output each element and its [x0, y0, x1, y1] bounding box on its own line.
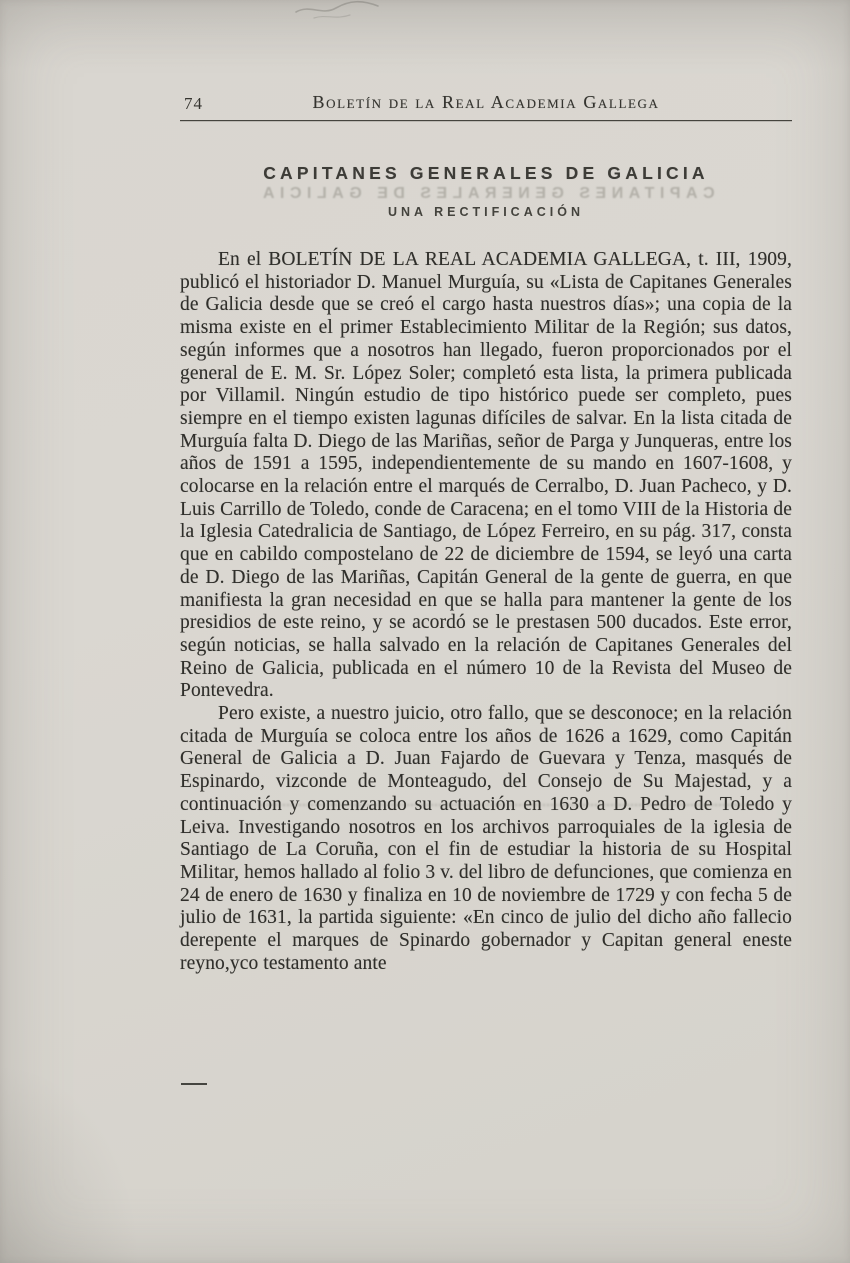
- scan-smudge: [292, 0, 382, 22]
- title-block: [180, 163, 792, 219]
- running-header: [180, 92, 792, 118]
- body-paragraph: En el BOLETÍN DE LA REAL ACADEMIA GALLEGA, t. III, 1909, publicó el historiador D. Manuel Murguía, su «Lista de Capitanes Generales de Galicia desde que se creó el cargo hasta nuestros días»; una copia de la misma existe en el primer Establecimiento Militar de la Región; sus datos, según informes que a nosotros han llegado, fueron proporcionados por el general de E. M. Sr. López Soler; completó esta lista, la primera publicada por Villamil. Ningún estudio de tipo histórico puede ser completo, pues siempre en el tiempo existen lagunas difíciles de salvar. En la lista citada de Murguía falta D. Diego de las Mariñas, señor de Parga y Junqueras, entre los años de 1591 a 1595, independientemente de su mando en 1607-1608, y colocarse en la relación entre el marqués de Cerralbo, D. Juan Pacheco, y D. Luis Carrillo de Toledo, conde de Caracena; en el tomo VIII de la Historia de la Iglesia Catedralicia de Santiago, de López Ferreiro, en su pág. 317, consta que en cabildo compostelano de 22 de diciembre de 1594, se leyó una carta de D. Diego de las Mariñas, Capitán General de la gente de guerra, en que manifiesta la gran necesidad en que se halla para mantener la gente de los presidios de este reino, y se acordó se le prestasen 500 ducados. Este error, según noticias, se halla salvado en la relación de Capitanes Generales del Reino de Galicia, publicada en el número 10 de la Revista del Museo de Pontevedra.: [180, 249, 792, 702]
- print-through-ghost-title: CAPITANES GENERALES DE GALICIA: [257, 185, 715, 202]
- article-title: CAPITANES GENERALES DE GALICIA: [263, 163, 709, 183]
- scan-edge-shading: [0, 0, 850, 70]
- page-number: 74: [184, 94, 203, 113]
- body-paragraph: Pero existe, a nuestro juicio, otro fallo, que se desconoce; en la relación citada de Murguía se coloca entre los años de 1626 a 1629, como Capitán General de Galicia a D. Juan Fajardo de Guevara y Tenza, masqués de Espinardo, vizconde de Monteagudo, del Consejo de Su Majestad, y a continuación y comenzando su actuación en 1630 a D. Pedro de Toledo y Leiva. Investigando nosotros en los archivos parroquiales de la iglesia de Santiago de La Coruña, con el fin de estudiar la historia de su Hospital Militar, hemos hallado al folio 3 v. del libro de defunciones, que comienza en 24 de enero de 1630 y finaliza en 10 de noviembre de 1729 y con fecha 5 de julio de 1631, la partida siguiente: «En cinco de julio del dicho año fallecio derepente el marques de Spinardo gobernador y Capitan general eneste reyno,yco testamento ante: [180, 703, 792, 974]
- header-rule: [180, 120, 792, 121]
- page-content: [180, 92, 792, 976]
- stray-ink-mark: [181, 1083, 207, 1085]
- article-subtitle: UNA RECTIFICACIÓN: [387, 205, 584, 219]
- scan-corner-shading: [0, 1063, 140, 1263]
- journal-title: Boletín de la Real Academia Gallega: [312, 92, 660, 112]
- article-body: [180, 249, 792, 976]
